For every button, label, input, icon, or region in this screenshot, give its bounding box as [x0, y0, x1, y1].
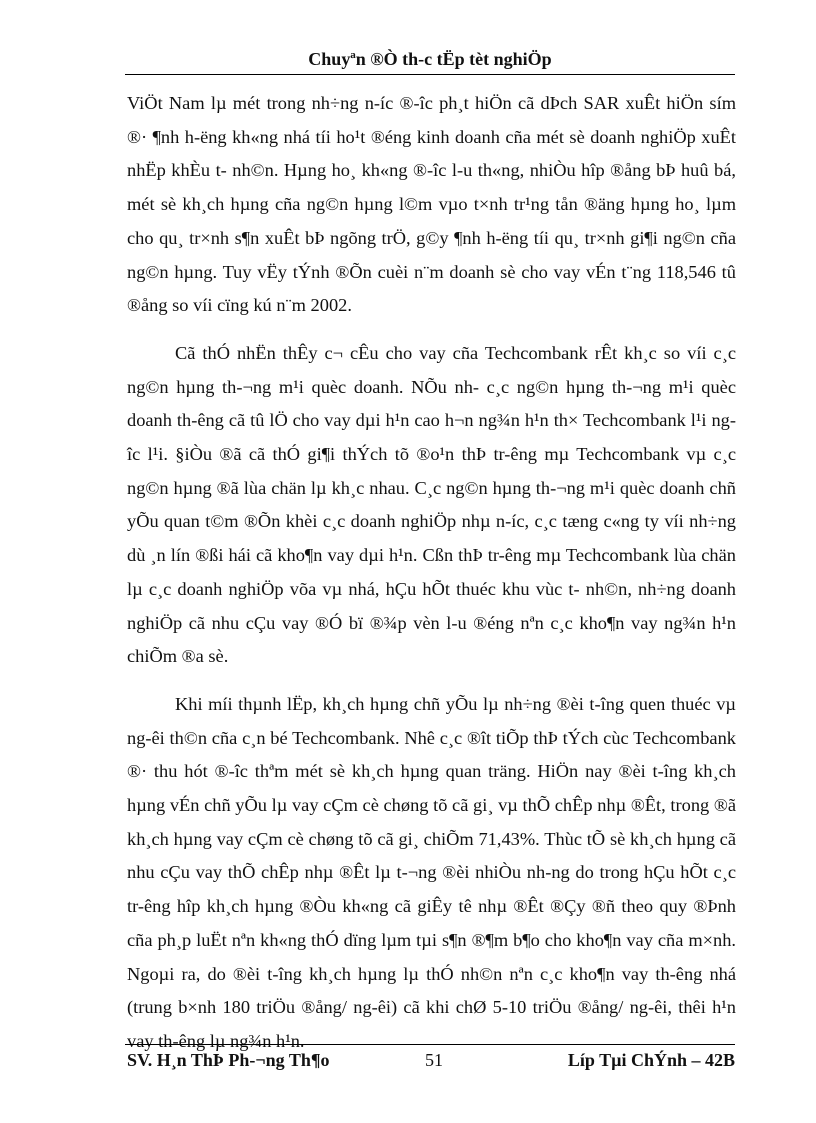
- footer-student-name: SV. H¸n ThÞ Ph-¬ng Th¶o: [127, 1050, 330, 1070]
- footer-class-name: Líp Tµi ChÝnh – 42B: [567, 1050, 735, 1070]
- paragraph-3: Khi míi thµnh lËp, kh¸ch hµng chñ yÕu lµ nh÷ng ®èi t-îng quen thuéc vµ ng-êi th©n cña c¸n bé Techcombank. Nhê c¸c ®ît tiÕp thÞ tÝch cùc Techcombank ®· thu hót ®-îc thªm mét sè kh¸ch hµng quan träng. HiÖn nay ®èi t-îng kh¸ch hµng vÉn chñ yÕu lµ vay cÇm cè chøng tõ cã gi¸ vµ thÕ chÊp nhµ ®Êt, trong ®ã kh¸ch hµng vay cÇm cè chøng tõ cã gi¸ chiÕm 71,43%. Thùc tÕ sè kh¸ch hµng cã nhu cÇu vay thÕ chÊp nhµ ®Êt lµ t-¬ng ®èi nhiÒu nh-ng do trong hÇu hÕt c¸c tr-êng hîp kh¸ch hµng ®Òu kh«ng cã giÊy tê nhµ ®Êt ®Çy ®ñ theo quy ®Þnh cña ph¸p luËt nªn kh«ng thÓ dïng lµm tµi s¶n ®¶m b¶o cho kho¶n vay cña m×nh. Ngoµi ra, do ®èi t-îng kh¸ch hµng lµ thÓ nh©n nªn c¸c kho¶n vay th-êng nhá (trung b×nh 180 triÖu ®ång/ ng-êi) cã khi chØ 5-10 triÖu ®ång/ ng-êi, thêi h¹n vay th-êng lµ ng¾n h¹n.: [127, 693, 736, 1051]
- footer-page-number: 51: [425, 1050, 443, 1070]
- header-divider: [125, 74, 735, 75]
- document-body: [127, 87, 736, 1073]
- page-header-title: Chuyªn ®Ò th-c tËp tèt nghiÖp: [308, 49, 552, 69]
- page-footer: [127, 1050, 735, 1076]
- paragraph-1: ViÖt Nam lµ mét trong nh÷ng n-íc ®-îc ph¸t hiÖn cã dÞch SAR xuÊt hiÖn sím ®· ¶nh h-ëng kh«ng nhá tíi ho¹t ®éng kinh doanh cña mét sè doanh nghiÖp xuÊt nhËp khÈu t- nh©n. Hµng ho¸ kh«ng ®-îc l-u th«ng, nhiÒu hîp ®ång bÞ huû bá, mét sè kh¸ch hµng cña ng©n hµng l©m vµo t×nh tr¹ng tån ®äng hµng ho¸ lµm cho qu¸ tr×nh s¶n xuÊt bÞ ngõng trÖ, g©y ¶nh h-ëng tíi qu¸ tr×nh gi¶i ng©n cña ng©n hµng. Tuy vËy tÝnh ®Õn cuèi n¨m doanh sè cho vay vÉn t¨ng 118,546 tû ®ång so víi cïng kú n¨m 2002.: [127, 93, 736, 316]
- footer-divider: [125, 1044, 735, 1045]
- paragraph-2: Cã thÓ nhËn thÊy c¬ cÊu cho vay cña Techcombank rÊt kh¸c so víi c¸c ng©n hµng th-¬ng m¹i quèc doanh. NÕu nh- c¸c ng©n hµng th-¬ng m¹i quèc doanh th-êng cã tû lÖ cho vay dµi h¹n cao h¬n ng¾n h¹n th× Techcombank l¹i ng-îc l¹i. §iÒu ®ã cã thÓ gi¶i thÝch tõ ®o¹n thÞ tr-êng mµ Techcombank vµ c¸c ng©n hµng ®ã lùa chän lµ kh¸c nhau. C¸c ng©n hµng th-¬ng m¹i quèc doanh chñ yÕu quan t©m ®Õn khèi c¸c doanh nghiÖp nhµ n-íc, c¸c tæng c«ng ty víi nh÷ng dù ¸n lín ®ßi hái cã kho¶n vay dµi h¹n. Cßn thÞ tr-êng mµ Techcombank lùa chän lµ c¸c doanh nghiÖp võa vµ nhá, hÇu hÕt thuéc khu vùc t- nh©n, nh÷ng doanh nghiÖp cã nhu cÇu vay ®Ó bï ®¾p vèn l-u ®éng nªn c¸c kho¶n vay ng¾n h¹n chiÕm ®a sè.: [127, 342, 736, 667]
